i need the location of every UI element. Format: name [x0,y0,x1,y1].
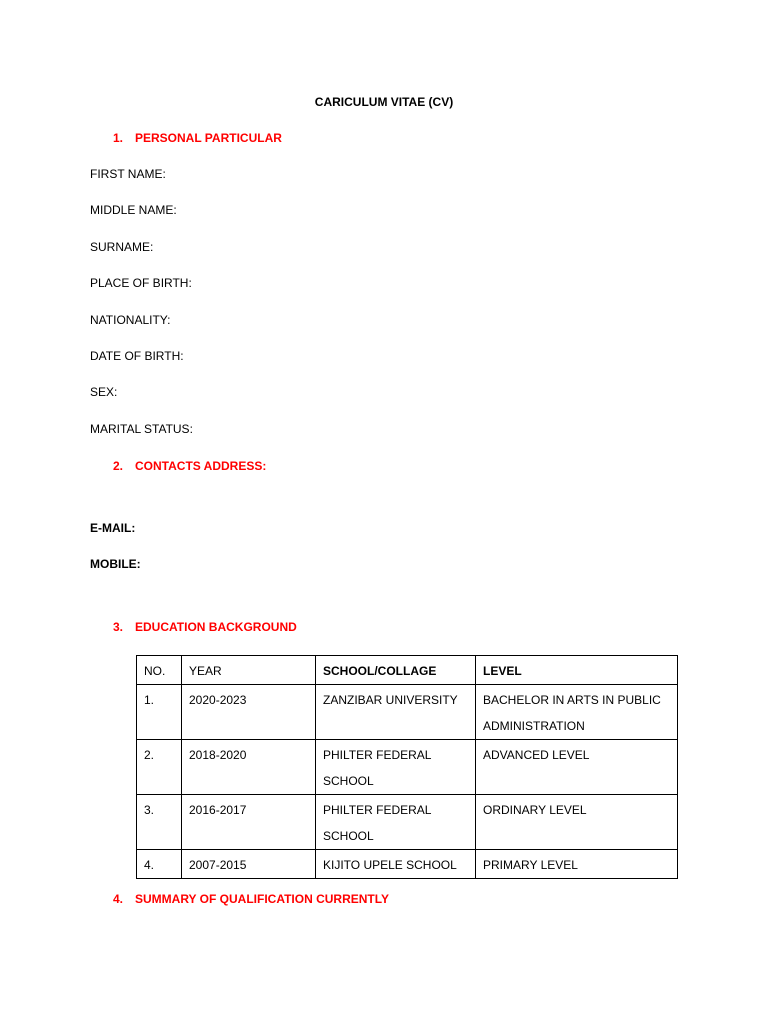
cell-no: 2. [137,740,182,795]
section-number: 3. [113,620,124,634]
cell-level: ORDINARY LEVEL [476,795,678,850]
header-no: NO. [137,656,182,685]
cell-no: 4. [137,850,182,879]
cell-school: KIJITO UPELE SCHOOL [316,850,476,879]
section-title: CONTACTS ADDRESS: [135,459,267,473]
table-header-row [137,656,678,685]
section-title: EDUCATION BACKGROUND [135,620,297,634]
field-surname: SURNAME: [90,240,154,254]
field-middle-name: MIDDLE NAME: [90,203,177,217]
section-heading-contacts [113,459,266,473]
cell-school: PHILTER FEDERAL SCHOOL [316,795,476,850]
header-level: LEVEL [476,656,678,685]
table-row [137,740,678,795]
field-nationality: NATIONALITY: [90,313,171,327]
cell-year: 2020-2023 [182,685,316,740]
table-row [137,850,678,879]
header-school: SCHOOL/COLLAGE [316,656,476,685]
section-title: PERSONAL PARTICULAR [135,131,282,145]
section-heading-education [113,620,297,634]
table-row [137,795,678,850]
cell-no: 3. [137,795,182,850]
education-table [136,655,678,879]
section-number: 1. [113,131,124,145]
field-email: E-MAIL: [90,521,136,535]
section-heading-personal [113,131,282,145]
field-sex: SEX: [90,385,118,399]
cell-year: 2016-2017 [182,795,316,850]
cell-year: 2007-2015 [182,850,316,879]
cell-year: 2018-2020 [182,740,316,795]
field-date-of-birth: DATE OF BIRTH: [90,349,184,363]
cell-level: ADVANCED LEVEL [476,740,678,795]
section-heading-summary [113,892,389,906]
cell-school: PHILTER FEDERAL SCHOOL [316,740,476,795]
section-number: 4. [113,892,124,906]
cell-level: BACHELOR IN ARTS IN PUBLIC ADMINISTRATION [476,685,678,740]
field-marital-status: MARITAL STATUS: [90,422,193,436]
field-first-name: FIRST NAME: [90,167,166,181]
cell-no: 1. [137,685,182,740]
table-row [137,685,678,740]
section-title: SUMMARY OF QUALIFICATION CURRENTLY [135,892,389,906]
field-mobile: MOBILE: [90,557,141,571]
section-number: 2. [113,459,124,473]
header-year: YEAR [182,656,316,685]
cell-level: PRIMARY LEVEL [476,850,678,879]
field-place-of-birth: PLACE OF BIRTH: [90,276,192,290]
cell-school: ZANZIBAR UNIVERSITY [316,685,476,740]
document-title: CARICULUM VITAE (CV) [314,95,454,109]
